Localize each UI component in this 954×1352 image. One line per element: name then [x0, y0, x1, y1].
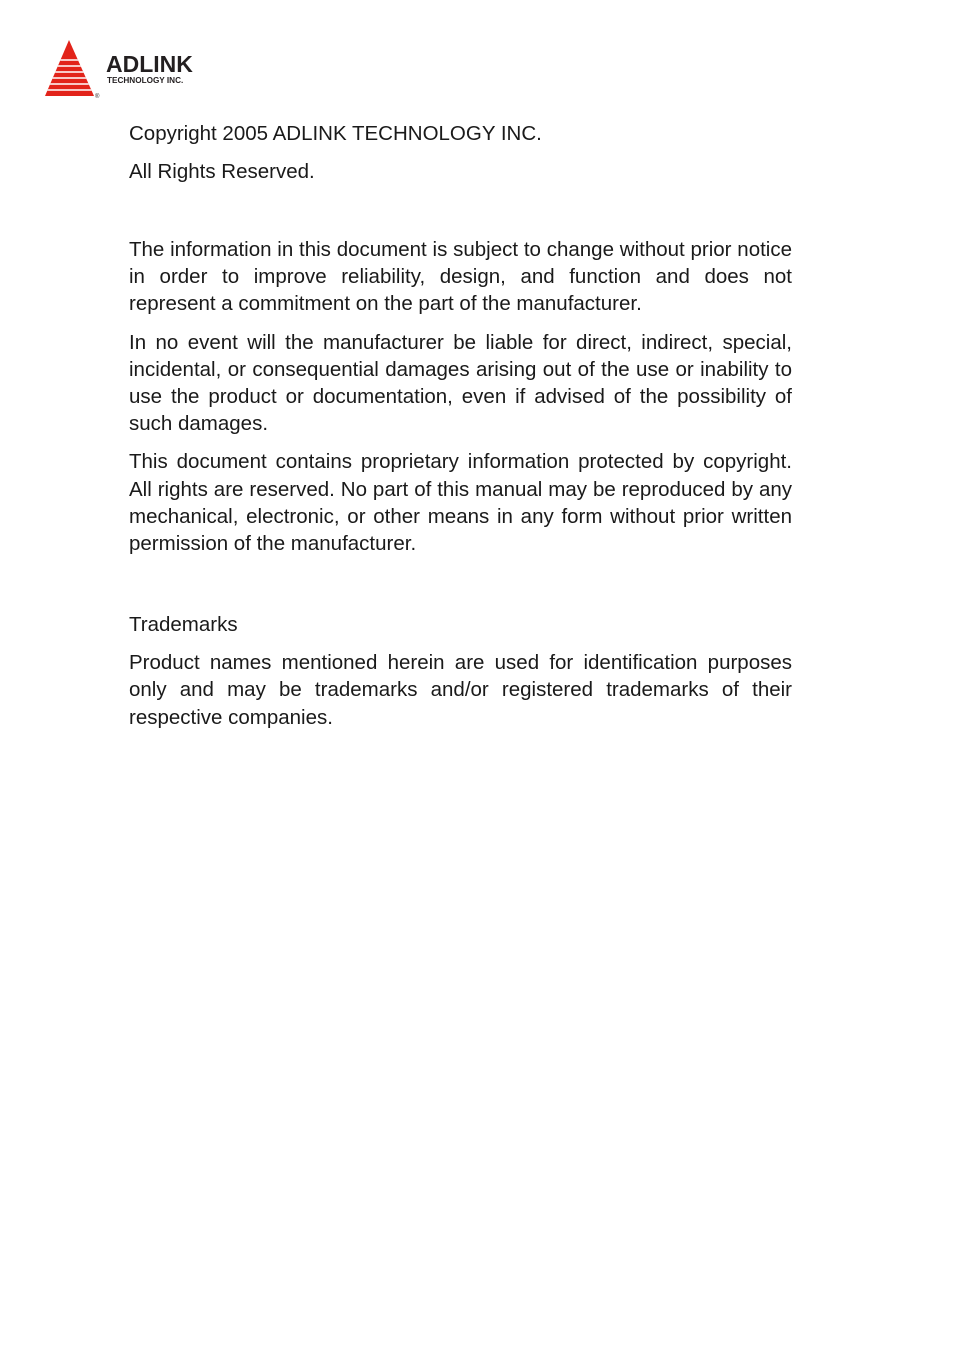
adlink-triangle-icon: [42, 38, 242, 100]
document-body: [129, 120, 792, 742]
trademarks-heading: Trademarks: [129, 613, 238, 637]
logo-brand: ADLINK: [106, 51, 193, 77]
company-logo: [42, 38, 242, 100]
disclaimer-paragraph-1: The information in this document is subject to change without prior notice in order to improve reliability, design, and function and does not represent a commitment on the part of the manufacturer.: [129, 238, 792, 316]
copyright-line: Copyright 2005 ADLINK TECHNOLOGY INC.: [129, 122, 542, 145]
disclaimer-paragraph-2: In no event will the manufacturer be liable for direct, indirect, special, incidental, or consequential damages arising out of the use or inability to use the product or documentation, even if advised of the possibility of such damages.: [129, 330, 792, 436]
rights-line: All Rights Reserved.: [129, 160, 315, 183]
disclaimer-paragraph-3: This document contains proprietary information protected by copyright. All rights are reserved. No part of this manual may be reproduced by any mechanical, electronic, or other means in any form without prior written permission of the manufacturer.: [129, 450, 792, 556]
trademarks-paragraph: Product names mentioned herein are used for identification purposes only and may be trademarks and/or registered trademarks of their respective companies.: [129, 651, 792, 729]
registered-mark: ®: [95, 94, 100, 100]
logo-tagline: TECHNOLOGY INC.: [107, 76, 184, 85]
